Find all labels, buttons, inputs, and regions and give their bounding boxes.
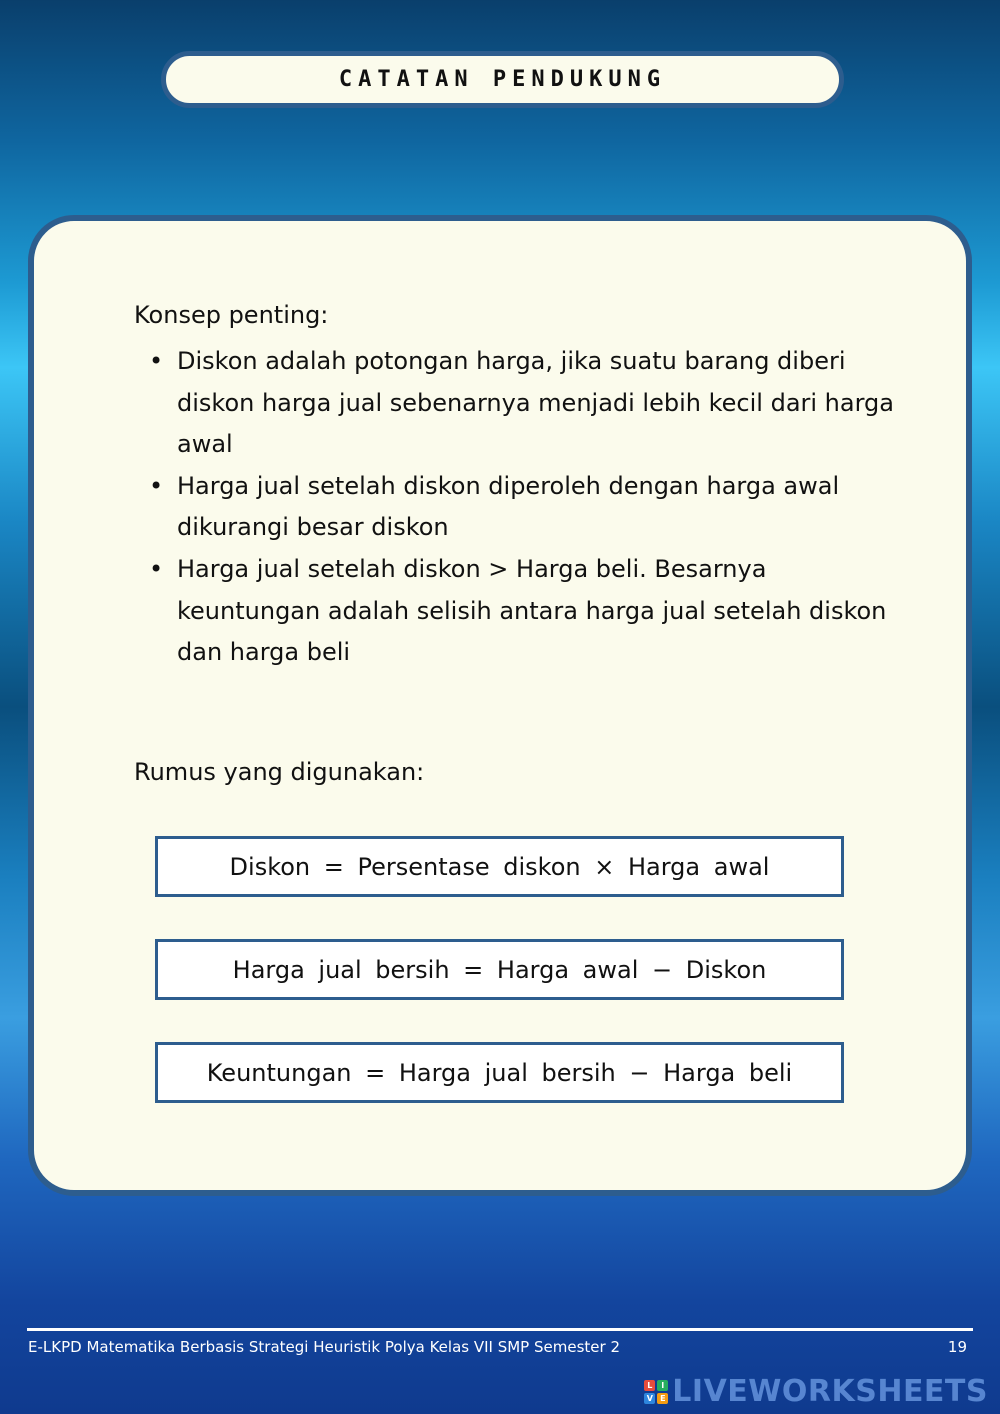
header-title-pill [161,51,844,108]
concepts-heading: Konsep penting: [134,301,329,329]
concepts-list [134,341,894,674]
formula-box-discount: Diskon = Persentase diskon × Harga awal [155,836,844,897]
liveworksheets-brand [644,1374,988,1409]
page-number: 19 [947,1338,967,1356]
logo-cell: I [657,1380,668,1391]
liveworksheets-logo-icon [644,1380,668,1404]
formulas-heading: Rumus yang digunakan: [134,758,425,786]
list-item: • Harga jual setelah diskon > Harga beli. Besarnya keuntungan adalah selisih antara harga jual setelah diskon dan harga beli [134,549,894,674]
logo-cell: L [644,1380,655,1391]
logo-cell: V [644,1393,655,1404]
footer-divider [27,1328,973,1331]
formula-box-profit: Keuntungan = Harga jual bersih − Harga beli [155,1042,844,1103]
brand-text: LIVEWORKSHEETS [672,1374,988,1409]
page-title: CATATAN PENDUKUNG [338,67,667,92]
footer-text: E-LKPD Matematika Berbasis Strategi Heuristik Polya Kelas VII SMP Semester 2 [28,1338,620,1356]
formula-box-net-price: Harga jual bersih = Harga awal − Diskon [155,939,844,1000]
logo-cell: E [657,1393,668,1404]
list-item: • Harga jual setelah diskon diperoleh dengan harga awal dikurangi besar diskon [134,466,894,549]
list-item: • Diskon adalah potongan harga, jika suatu barang diberi diskon harga jual sebenarnya menjadi lebih kecil dari harga awal [134,341,894,466]
content-card [28,215,972,1196]
